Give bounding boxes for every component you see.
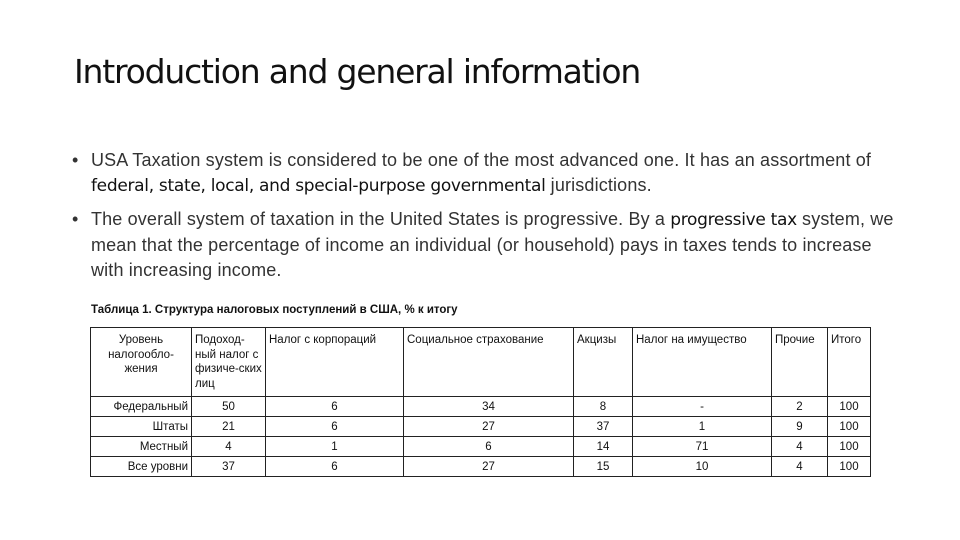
table-cell: 4 [772,457,828,477]
table-cell: 100 [828,437,871,457]
bullet-marker: • [72,209,79,229]
table-cell: 4 [192,437,266,457]
table-cell: 15 [574,457,633,477]
header-corporate-tax: Налог с корпораций [266,328,404,397]
table-cell: 6 [266,417,404,437]
bullet-list [72,148,902,291]
table-cell: 9 [772,417,828,437]
header-property-tax: Налог на имущество [633,328,772,397]
bullet-text-start: The overall system of taxation in the United States is progressive. By a [91,209,671,229]
header-excise: Акцизы [574,328,633,397]
table-cell: 6 [266,457,404,477]
bullet-emphasis: federal, state, local, and special-purpose governmental [91,176,546,196]
table-cell: 1 [633,417,772,437]
table-cell: 100 [828,417,871,437]
table-cell: 100 [828,397,871,417]
table-cell: 27 [404,417,574,437]
bullet-text-end: jurisdictions. [545,175,652,195]
bullet-text-start: USA Taxation system is considered to be one of the most advanced one. It has an assortment of [91,150,872,170]
table-cell: 37 [192,457,266,477]
bullet-text [91,148,902,199]
table-cell: 50 [192,397,266,417]
table-cell: 1 [266,437,404,457]
table-cell: 10 [633,457,772,477]
row-label: Штаты [91,417,192,437]
table-cell: 27 [404,457,574,477]
table-row [91,417,871,437]
bullet-emphasis: progressive tax [670,210,797,230]
header-total: Итого [828,328,871,397]
row-label: Федеральный [91,397,192,417]
row-label: Все уровни [91,457,192,477]
table-row [91,397,871,417]
table-row [91,457,871,477]
table-cell: 34 [404,397,574,417]
header-level: Уровень налогообло-жения [91,328,192,397]
bullet-text-end: system, we mean that the percentage of income an individual (or household) pays in taxes tends to increase with increasing income. [91,209,894,280]
header-income-tax: Подоход-ный налог с физиче-ских лиц [192,328,266,397]
bullet-item [72,207,902,283]
table-cell: 100 [828,457,871,477]
header-social-insurance: Социальное страхование [404,328,574,397]
slide-title: Introduction and general information [74,52,641,91]
header-other: Прочие [772,328,828,397]
table-cell: 6 [404,437,574,457]
row-label: Местный [91,437,192,457]
table-cell: 4 [772,437,828,457]
table-cell: 21 [192,417,266,437]
table-caption: Таблица 1. Структура налоговых поступлений в США, % к итогу [91,304,458,316]
table-header-row [91,328,871,397]
bullet-item [72,148,902,199]
bullet-text [91,207,902,283]
table-cell: 2 [772,397,828,417]
table-cell: 8 [574,397,633,417]
table-row [91,437,871,457]
table-cell: 14 [574,437,633,457]
bullet-marker: • [72,150,79,170]
table-cell: - [633,397,772,417]
table-cell: 71 [633,437,772,457]
table-cell: 37 [574,417,633,437]
tax-structure-table [90,327,871,477]
table-cell: 6 [266,397,404,417]
